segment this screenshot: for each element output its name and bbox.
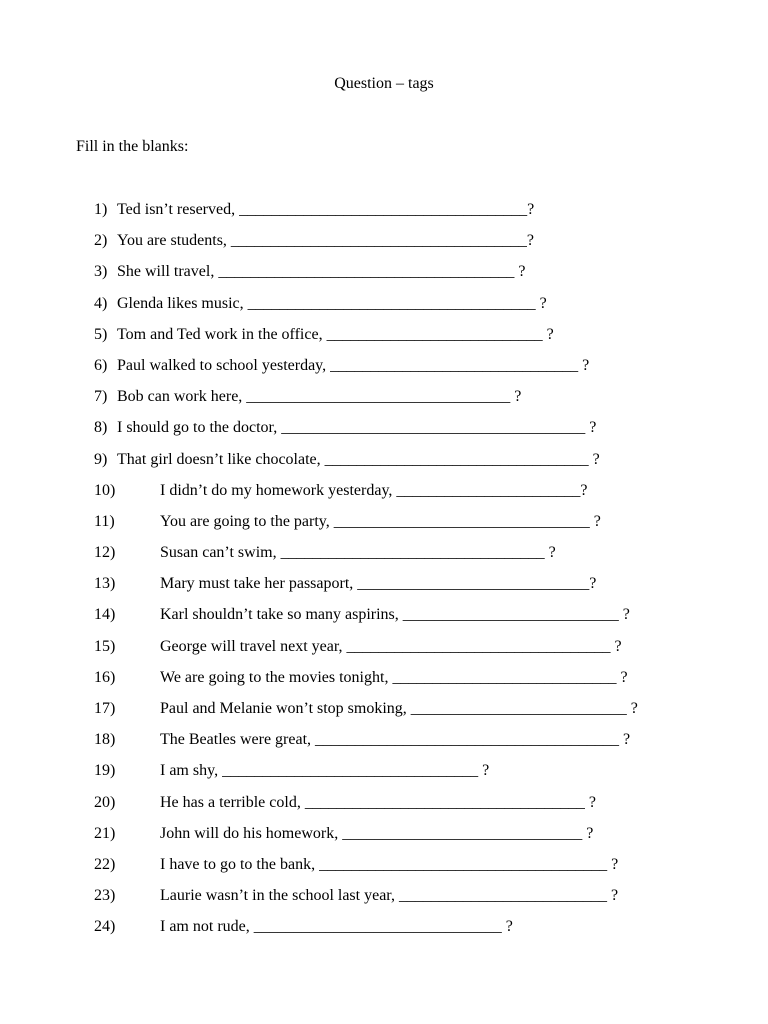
list-item — [0, 668, 768, 699]
item-number: 15) — [94, 637, 116, 655]
item-text: I am shy, ________________________________ ? — [160, 762, 490, 780]
list-item — [0, 574, 768, 605]
item-text: Bob can work here, _________________________________ ? — [117, 388, 522, 406]
instruction-text: Fill in the blanks: — [76, 138, 189, 155]
list-item — [0, 356, 768, 387]
item-number: 12) — [94, 544, 116, 562]
list-item — [0, 543, 768, 574]
list-item — [0, 855, 768, 886]
item-number: 19) — [94, 762, 116, 780]
item-text: Mary must take her passaport, _____________________________? — [160, 575, 597, 593]
item-number: 8) — [94, 419, 108, 437]
list-item — [0, 605, 768, 636]
item-number: 14) — [94, 606, 116, 624]
list-item — [0, 637, 768, 668]
item-text: I am not rude, _______________________________ ? — [160, 918, 513, 936]
item-number: 17) — [94, 700, 116, 717]
item-text: Susan can’t swim, _________________________________ ? — [160, 544, 556, 562]
item-text: You are students, _____________________________________? — [117, 232, 535, 250]
list-item — [0, 824, 768, 855]
item-text: John will do his homework, ______________________________ ? — [160, 824, 594, 842]
item-number: 21) — [94, 824, 116, 842]
item-number: 18) — [94, 731, 116, 749]
list-item — [0, 262, 768, 293]
item-text: You are going to the party, ________________________________ ? — [160, 512, 601, 530]
item-text: He has a terrible cold, ___________________________________ ? — [160, 793, 596, 811]
item-number: 3) — [94, 263, 108, 281]
list-item — [0, 886, 768, 917]
list-item — [0, 387, 768, 418]
item-number: 1) — [94, 201, 108, 218]
item-text: We are going to the movies tonight, ____________________________ ? — [160, 668, 628, 686]
list-item — [0, 761, 768, 792]
item-text: George will travel next year, _________________________________ ? — [160, 637, 622, 655]
item-number: 23) — [94, 887, 116, 905]
item-number: 22) — [94, 855, 116, 873]
item-text: That girl doesn’t like chocolate, _________________________________ ? — [117, 450, 600, 468]
item-text: I should go to the doctor, ______________________________________ ? — [117, 419, 597, 437]
item-text: Paul and Melanie won’t stop smoking, ___________________________ ? — [160, 700, 638, 717]
item-number: 4) — [94, 294, 108, 312]
item-number: 2) — [94, 232, 108, 250]
item-number: 9) — [94, 450, 108, 468]
list-item — [0, 231, 768, 262]
list-item — [0, 917, 768, 948]
list-item — [0, 793, 768, 824]
item-number: 16) — [94, 668, 116, 686]
item-number: 24) — [94, 918, 116, 936]
list-item — [0, 200, 768, 231]
list-item — [0, 450, 768, 481]
item-text: The Beatles were great, ______________________________________ ? — [160, 731, 631, 749]
question-list — [0, 200, 768, 949]
item-number: 6) — [94, 356, 108, 374]
item-text: I have to go to the bank, ____________________________________ ? — [160, 855, 619, 873]
item-text: Tom and Ted work in the office, ___________________________ ? — [117, 325, 554, 343]
item-text: Paul walked to school yesterday, _______________________________ ? — [117, 356, 590, 374]
item-text: I didn’t do my homework yesterday, _______________________? — [160, 481, 588, 499]
item-number: 7) — [94, 388, 108, 406]
item-text: She will travel, _____________________________________ ? — [117, 263, 526, 281]
list-item — [0, 699, 768, 730]
list-item — [0, 481, 768, 512]
item-text: Ted isn’t reserved, ____________________________________? — [117, 201, 535, 218]
list-item — [0, 418, 768, 449]
page-title: Question – tags — [334, 75, 434, 92]
item-text: Glenda likes music, ____________________________________ ? — [117, 294, 547, 312]
list-item — [0, 325, 768, 356]
item-number: 10) — [94, 481, 116, 499]
list-item — [0, 294, 768, 325]
item-number: 11) — [94, 512, 115, 530]
item-text: Laurie wasn’t in the school last year, __________________________ ? — [160, 887, 619, 905]
list-item — [0, 730, 768, 761]
item-text: Karl shouldn’t take so many aspirins, ___________________________ ? — [160, 606, 630, 624]
list-item — [0, 512, 768, 543]
item-number: 20) — [94, 793, 116, 811]
item-number: 13) — [94, 575, 116, 593]
item-number: 5) — [94, 325, 108, 343]
